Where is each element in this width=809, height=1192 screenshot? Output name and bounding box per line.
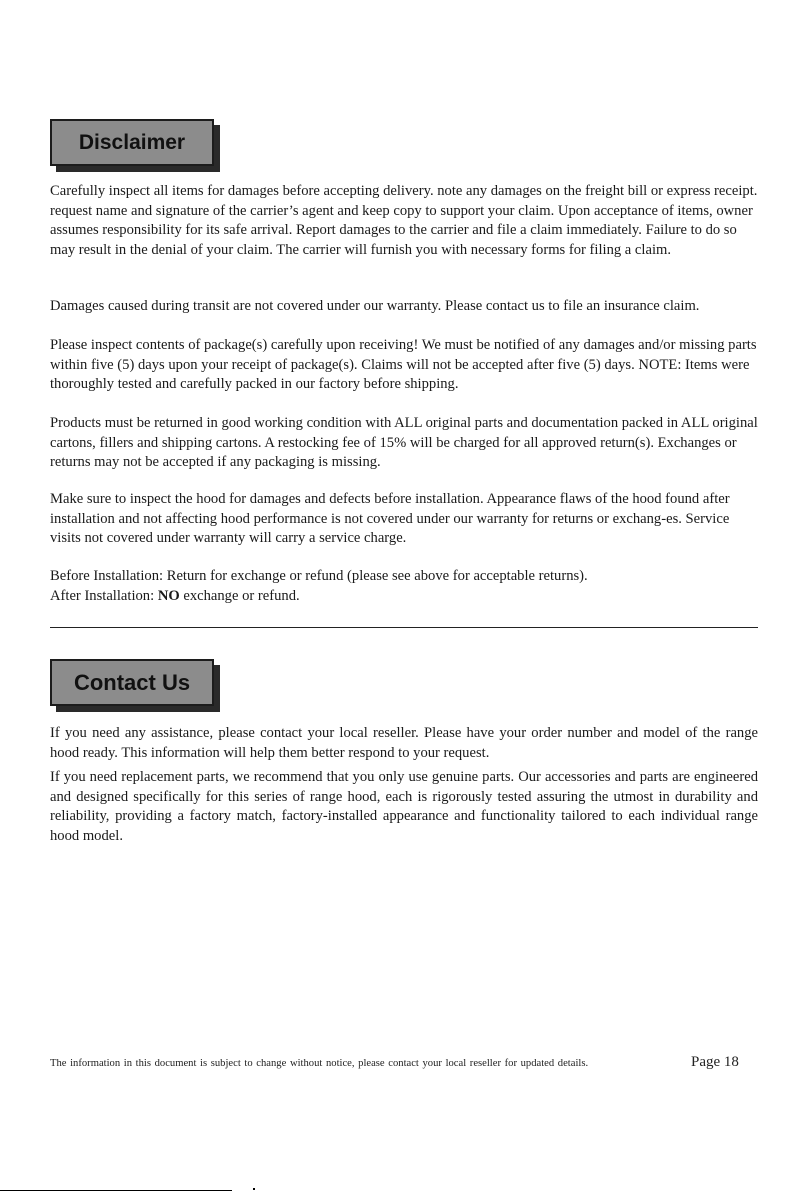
page-number: Page 18	[691, 1054, 739, 1070]
disclaimer-paragraph-inspection: Carefully inspect all items for damages before accepting delivery. note any damages on the freight bill or express receipt. request name and signature of the carrier’s agent and keep copy to support your claim. Upon acceptance of items, owner assumes responsibility for its safe arrival. Report damages to the carrier and file a claim immediately. Failure to do so may result in the denial of your claim. The carrier will furnish you with necessary forms for filing a claim.	[50, 183, 758, 258]
contact-paragraph-parts: If you need replacement parts, we recommend that you only use genuine parts. Our accessories and parts are engineered and designed specifically for this series of range hood, each is rigorously tested assuring the utmost in durability and reliability, providing a factory match, factory-installed appearance and functionality tailored to each individual range hood model.	[50, 769, 758, 844]
disclaimer-heading: Disclaimer	[50, 119, 214, 166]
disclaimer-paragraph-transit: Damages caused during transit are not covered under our warranty. Please contact us to file an insurance claim.	[50, 298, 700, 314]
before-installation-line: Before Installation: Return for exchange or refund (please see above for acceptable returns).	[50, 568, 588, 584]
contact-paragraph-assistance: If you need any assistance, please contact your local reseller. Please have your order number and model of the range hood ready. This information will help them better respond to your request.	[50, 725, 758, 761]
contact-heading: Contact Us	[50, 659, 214, 706]
disclaimer-paragraph-returns: Products must be returned in good working condition with ALL original parts and documentation packed in ALL original cartons, fillers and shipping cartons. A restocking fee of 15% will be charged for all approved return(s). Exchanges or returns may not be accepted if any packaging is missing.	[50, 415, 758, 471]
bottom-edge-mark	[253, 1188, 255, 1190]
footer-note: The information in this document is subject to change without notice, please contact your local reseller for updated details.	[50, 1058, 589, 1069]
disclaimer-paragraph-hood: Make sure to inspect the hood for damages and defects before installation. Appearance flaws of the hood found after installation and not affecting hood performance is not covered under our warranty for returns or exchang-es. Service visits not covered under warranty will carry a service charge.	[50, 491, 730, 547]
after-installation-prefix: After Installation:	[50, 588, 158, 604]
disclaimer-paragraph-package: Please inspect contents of package(s) carefully upon receiving! We must be notified of any damages and/or missing parts within five (5) days upon your receipt of package(s). Claims will not be accepted after five (5) days. NOTE: Items were thoroughly tested and carefully packed in our factory before shipping.	[50, 337, 757, 393]
after-installation-emphasis: NO	[157, 588, 180, 604]
section-divider	[50, 627, 758, 628]
after-installation-line	[50, 587, 758, 607]
after-installation-suffix: exchange or refund.	[179, 588, 300, 604]
bottom-edge-line	[0, 1190, 232, 1191]
